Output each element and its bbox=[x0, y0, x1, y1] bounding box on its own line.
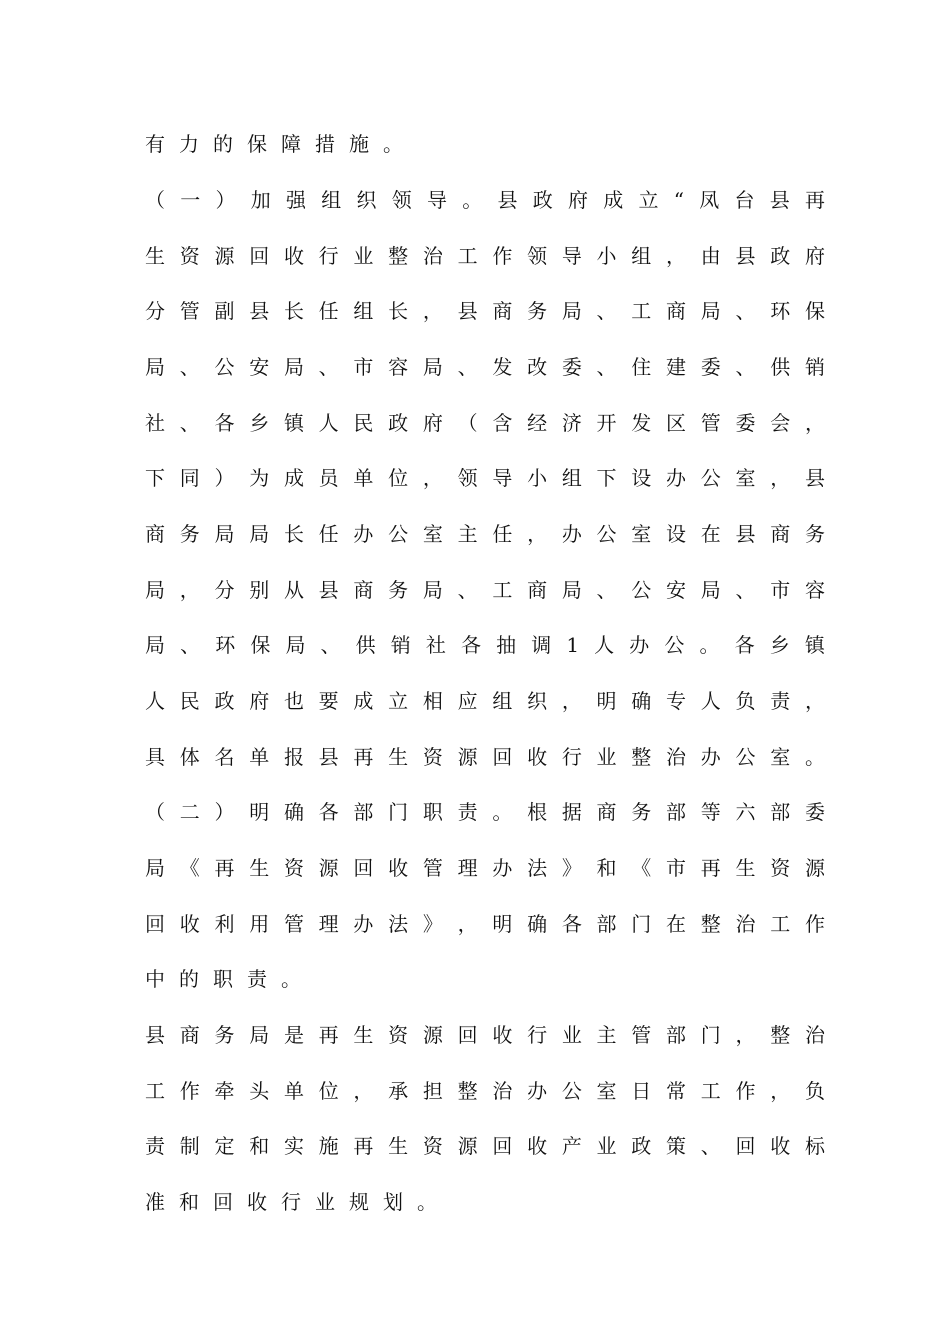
text-line: 局 、 环 保 局 、 供 销 社 各 抽 调 1 人 办 公 。 各 乡 镇 bbox=[145, 633, 825, 657]
text-line: 生 资 源 回 收 行 业 整 治 工 作 领 导 小 组 ， 由 县 政 府 bbox=[145, 244, 825, 268]
text-line: 有力的保障措施。 bbox=[145, 132, 417, 156]
text-line: 县 商 务 局 是 再 生 资 源 回 收 行 业 主 管 部 门 ， 整 治 bbox=[145, 1023, 825, 1047]
text-line: 商 务 局 局 长 任 办 公 室 主 任 ， 办 公 室 设 在 县 商 务 bbox=[145, 522, 825, 546]
text-line: 下 同 ） 为 成 员 单 位 ， 领 导 小 组 下 设 办 公 室 ， 县 bbox=[145, 466, 825, 490]
text-line: 分 管 副 县 长 任 组 长 ， 县 商 务 局 、 工 商 局 、 环 保 bbox=[145, 299, 825, 323]
text-line: 局 、 公 安 局 、 市 容 局 、 发 改 委 、 住 建 委 、 供 销 bbox=[145, 355, 825, 379]
text-line: 准和回收行业规划。 bbox=[145, 1190, 451, 1214]
text-line: 人 民 政 府 也 要 成 立 相 应 组 织 ， 明 确 专 人 负 责 ， bbox=[145, 689, 825, 713]
text-line: （ 一 ） 加 强 组 织 领 导 。 县 政 府 成 立 “ 凤 台 县 再 bbox=[145, 188, 825, 212]
text-line: 具 体 名 单 报 县 再 生 资 源 回 收 行 业 整 治 办 公 室 。 bbox=[145, 745, 825, 769]
text-line: 局 《 再 生 资 源 回 收 管 理 办 法 》 和 《 市 再 生 资 源 bbox=[145, 856, 825, 880]
text-line: 局 ， 分 别 从 县 商 务 局 、 工 商 局 、 公 安 局 、 市 容 bbox=[145, 578, 825, 602]
text-line: 工 作 牵 头 单 位 ， 承 担 整 治 办 公 室 日 常 工 作 ， 负 bbox=[145, 1079, 825, 1103]
text-line: 中的职责。 bbox=[145, 967, 315, 991]
text-line: 责 制 定 和 实 施 再 生 资 源 回 收 产 业 政 策 、 回 收 标 bbox=[145, 1134, 825, 1158]
text-line: （ 二 ） 明 确 各 部 门 职 责 。 根 据 商 务 部 等 六 部 委 bbox=[145, 800, 825, 824]
text-line: 回 收 利 用 管 理 办 法 》 ， 明 确 各 部 门 在 整 治 工 作 bbox=[145, 912, 825, 936]
text-line: 社 、 各 乡 镇 人 民 政 府 （ 含 经 济 开 发 区 管 委 会 ， bbox=[145, 411, 825, 435]
